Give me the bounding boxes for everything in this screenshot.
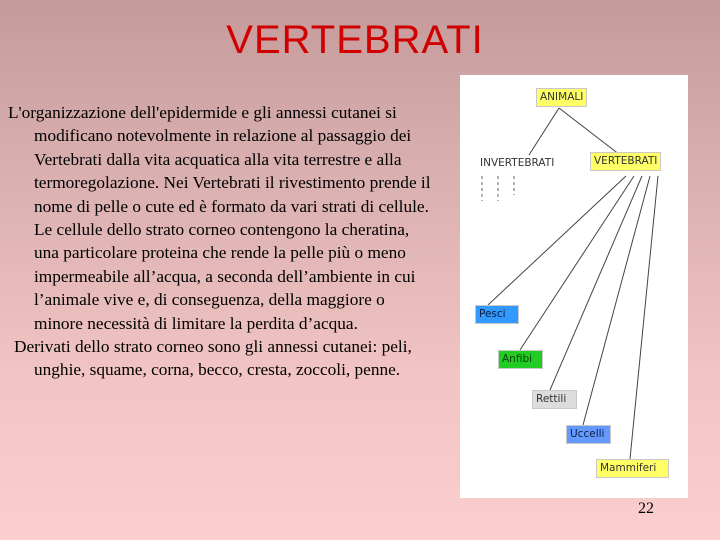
connector-vertebrati-pesci (488, 176, 626, 305)
connector-vertebrati-anfibi (520, 176, 634, 350)
node-pesci-label: Pesci (479, 308, 506, 320)
classification-diagram (460, 75, 688, 498)
node-rettili (532, 390, 577, 409)
paragraph-epidermis: L'organizzazione dell'epidermide e gli annessi cutanei si modificano notevolmente in relazione al passaggio dei Vertebrati dalla vita acquatica alla vita terrestre e alla termoregolazione. Nei Vertebrati il rivestimento prende il nome di pelle o cute ed è formato da vari strati di cellule. Le cellule dello strato corneo contengono la cheratina, una particolare proteina che rende la pelle più o meno impermeabile all’acqua, a seconda dell’ambiente in cui l’animale vive e, di conseguenza, della maggiore o minore necessità di limitare la perdita d’acqua. (8, 103, 431, 333)
node-pesci (475, 305, 519, 324)
connector-animali-vertebrati (559, 108, 620, 155)
paragraph-annexes: Derivati dello strato corneo sono gli annessi cutanei: peli, unghie, squame, corna, becco, cresta, zoccoli, penne. (14, 337, 412, 380)
connector-vertebrati-uccelli (583, 176, 650, 425)
page-number: 22 (638, 500, 654, 517)
node-vertebrati (590, 152, 661, 171)
node-uccelli-label: Uccelli (570, 428, 605, 440)
node-animali-label: ANIMALI (540, 91, 584, 103)
node-anfibi-label: Anfibi (502, 353, 533, 365)
node-vertebrati-label: VERTEBRATI (594, 155, 658, 167)
node-mammiferi (596, 459, 669, 478)
node-anfibi (498, 350, 543, 369)
node-animali (536, 88, 587, 107)
node-invertebrati (480, 155, 554, 172)
slide-title: VERTEBRATI (226, 18, 484, 62)
node-mammiferi-label: Mammiferi (600, 462, 657, 474)
slide-body (8, 101, 438, 382)
connector-animali-invertebrati (529, 108, 559, 155)
node-rettili-label: Rettili (536, 393, 567, 405)
node-uccelli (566, 425, 611, 444)
connector-vertebrati-mammiferi (630, 176, 658, 459)
node-invertebrati-label: INVERTEBRATI (480, 157, 555, 169)
